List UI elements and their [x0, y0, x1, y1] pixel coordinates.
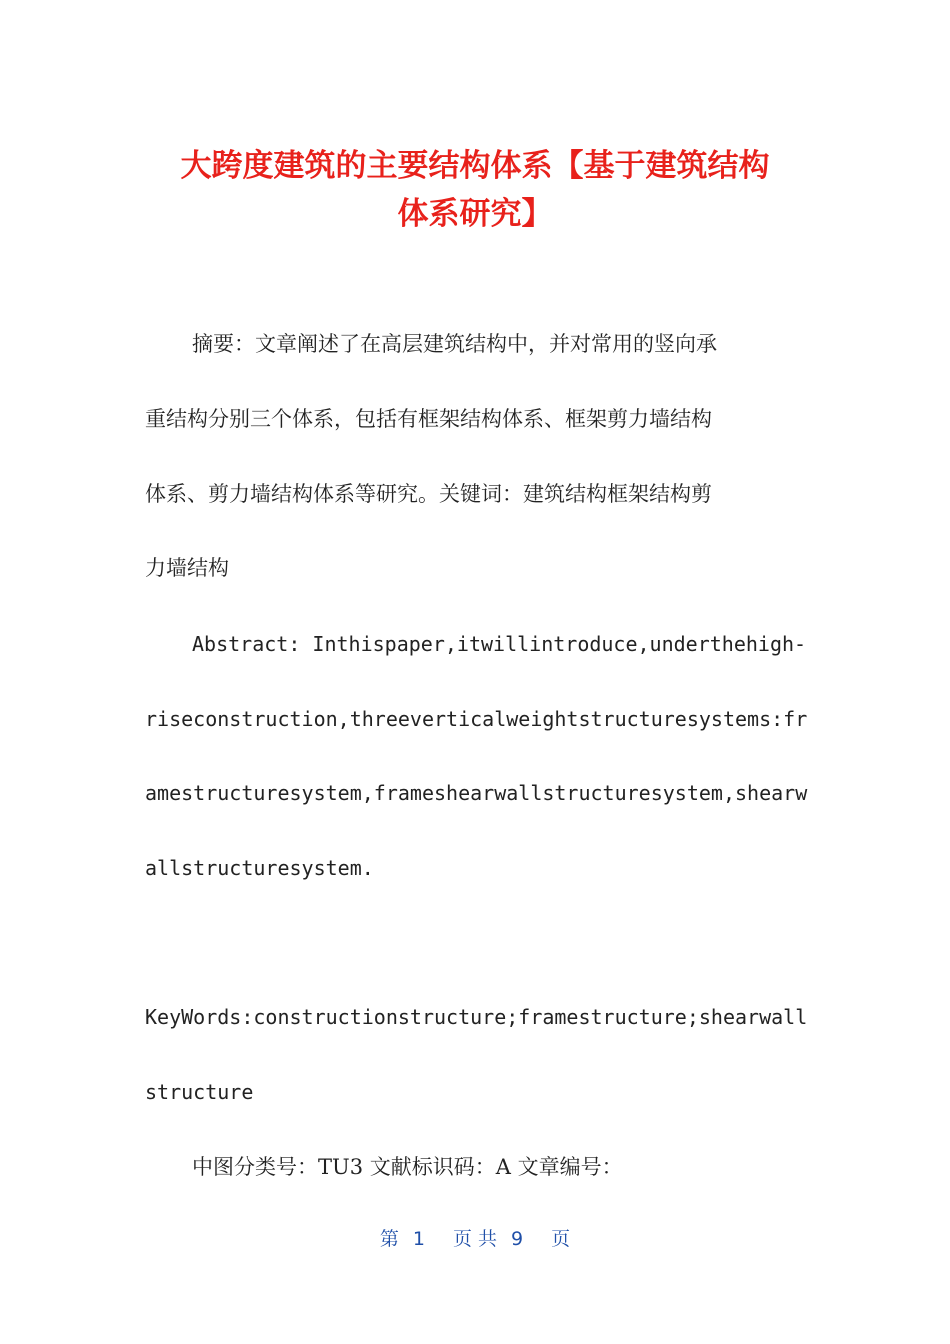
keywords-line-1: KeyWords:constructionstructure;framestructure;shearwall [145, 1005, 808, 1029]
footer-page-prefix: 第 [379, 1228, 399, 1250]
title-line-2: 体系研究】 [397, 196, 553, 232]
keywords-line-2: structure [145, 1080, 254, 1104]
abstract-en-line-4: allstructuresystem. [145, 856, 374, 880]
abstract-cn-line-1: 摘要：文章阐述了在高层建筑结构中，并对常用的竖向承 [192, 332, 717, 356]
document-title [100, 142, 850, 238]
abstract-cn-line-2: 重结构分别三个体系，包括有框架结构体系、框架剪力墙结构 [145, 407, 712, 431]
footer-page-number: 1 [412, 1228, 425, 1250]
footer-page-suffix: 页 [551, 1228, 571, 1250]
abstract-en-line-3: amestructuresystem,frameshearwallstructuresystem,shearw [145, 781, 808, 805]
abstract-en-line-2: riseconstruction,threeverticalweightstructuresystems:fr [145, 707, 808, 731]
classification-line: 中图分类号：TU3 文献标识码：A 文章编号： [192, 1155, 623, 1179]
footer-page-total: 9 [511, 1228, 524, 1250]
title-line-1: 大跨度建筑的主要结构体系【基于建筑结构 [180, 148, 770, 184]
abstract-en-line-1: Abstract: Inthispaper,itwillintroduce,underthehigh- [192, 632, 807, 656]
abstract-cn-line-3: 体系、剪力墙结构体系等研究。关键词：建筑结构框架结构剪 [145, 482, 712, 506]
abstract-cn-line-4: 力墙结构 [145, 556, 229, 580]
page-footer [0, 1226, 950, 1252]
footer-page-mid: 页 共 [452, 1228, 498, 1250]
